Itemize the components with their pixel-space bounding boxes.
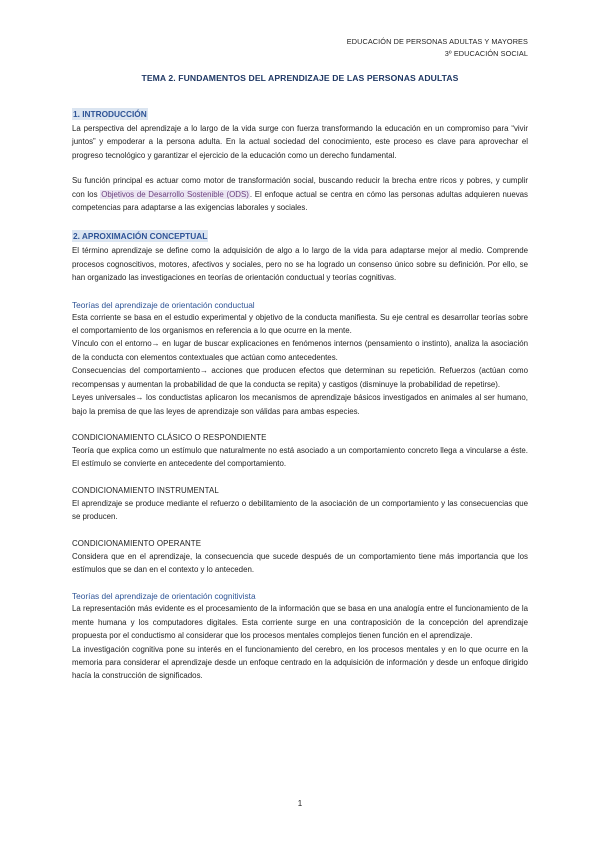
- paragraph: Esta corriente se basa en el estudio experimental y objetivo de la conducta manifiesta. Su eje central es desarrollar teorías sobre el comportamiento de los organismos en referencia a lo que ocurre en la mente.: [72, 312, 528, 336]
- text-run: Su función principal es actuar como motor de transformación social, buscando reducir la brecha entre ricos y pobres, y cumplir con los: [72, 176, 528, 199]
- paragraph: [72, 174, 528, 214]
- block-condicionamiento-clasico: [72, 432, 528, 471]
- paragraph: El aprendizaje se produce mediante el refuerzo o debilitamiento de la asociación de un comportamiento y las consecuencias que se producen.: [72, 498, 528, 522]
- header-degree: 3º EDUCACIÓN SOCIAL: [444, 49, 528, 58]
- document-title: TEMA 2. FUNDAMENTOS DEL APRENDIZAJE DE LAS PERSONAS ADULTAS: [141, 73, 459, 83]
- block-heading: CONDICIONAMIENTO INSTRUMENTAL: [72, 485, 219, 495]
- header-course: EDUCACIÓN DE PERSONAS ADULTAS Y MAYORES: [346, 37, 528, 46]
- block-condicionamiento-operante: [72, 538, 528, 577]
- paragraph: El término aprendizaje se define como la adquisición de algo a lo largo de la vida para adaptarse mejor al medio. Comprende procesos cognoscitivos, motores, afectivos y sociales, pero no se ha logrado un consenso único sobre su definición. Por ello, se han organizado las investigaciones en teorías de orientación conductual y teorías cognitivas.: [72, 246, 528, 283]
- subsection-heading: Teorías del aprendizaje de orientación cognitivista: [72, 591, 256, 602]
- page-number: 1: [297, 799, 303, 808]
- highlighted-term: Objetivos de Desarrollo Sostenible (ODS): [101, 189, 249, 199]
- subsection-conductual: [72, 299, 528, 418]
- paragraph: Vínculo con el entorno→ en lugar de buscar explicaciones en fenómenos internos (pensamiento o instinto), analiza la asociación de la conducta con elementos contextuales que actúan como antecedentes.: [72, 339, 528, 362]
- paragraph: La investigación cognitiva pone su interés en el funcionamiento del cerebro, en los procesos mentales y en lo que ocurre en la memoria para considerar el aprendizaje desde un enfoque centrado en la adquisición de información y desde un enfoque dirigido hacía la construcción de significados.: [72, 644, 528, 681]
- section-heading: 2. APROXIMACIÓN CONCEPTUAL: [73, 231, 208, 242]
- block-heading: CONDICIONAMIENTO OPERANTE: [72, 538, 202, 548]
- block-heading: CONDICIONAMIENTO CLÁSICO O RESPONDIENTE: [72, 432, 267, 442]
- paragraph: La perspectiva del aprendizaje a lo largo de la vida surge con fuerza transformando la educación en un compromiso para “vivir juntos” y empoderar a la persona adulta. En la actual sociedad del conocimiento, este proceso es clave para aprovechar el progreso tecnológico y garantizar el ejercicio de la educación como un derecho fundamental.: [72, 124, 528, 160]
- subsection-heading: Teorías del aprendizaje de orientación conductual: [72, 299, 255, 310]
- text-run: . El enfoque actual se centra en cómo las personas adultas adquieren nuevas competencias para adaptarse a las exigencias laborales y sociales.: [72, 189, 528, 213]
- subsection-cognitivista: [72, 590, 528, 682]
- paragraph: Teoría que explica como un estímulo que naturalmente no está asociado a un comportamiento concreto llega a vincularse a éste. El estímulo se convierte en antecedente del comportamiento.: [72, 445, 528, 469]
- paragraph: Considera que en el aprendizaje, la consecuencia que sucede después de un comportamiento tiene más importancia que los estímulos que se dan en el contexto y lo anteceden.: [72, 551, 528, 574]
- document-body: [72, 104, 528, 683]
- section-introduccion: [72, 104, 528, 214]
- paragraph: Consecuencias del comportamiento→ acciones que producen efectos que determinan su repetición. Refuerzos (actúan como recompensas y aumentan la probabilidad de que la conducta se repita) y castigos (disminuye la probabilidad de repetirse).: [72, 366, 528, 389]
- paragraph: Leyes universales→ los conductistas aplicaron los mecanismos de aprendizaje básicos investigados en animales al ser humano, bajo la premisa de que las leyes de aprendizaje son válidas para ambas especies.: [72, 393, 528, 416]
- section-aproximacion: [72, 226, 528, 284]
- block-condicionamiento-instrumental: [72, 485, 528, 524]
- section-heading: 1. INTRODUCCIÓN: [73, 109, 147, 119]
- paragraph: La representación más evidente es el procesamiento de la información que se basa en una analogía entre el funcionamiento de la mente humana y los computadores digitales. Esta corriente surge en una contraposición de la concepción del aprendizaje propuesta por el conductismo al considerar que los procesos mentales complejos tienen función en el aprendizaje.: [72, 604, 528, 641]
